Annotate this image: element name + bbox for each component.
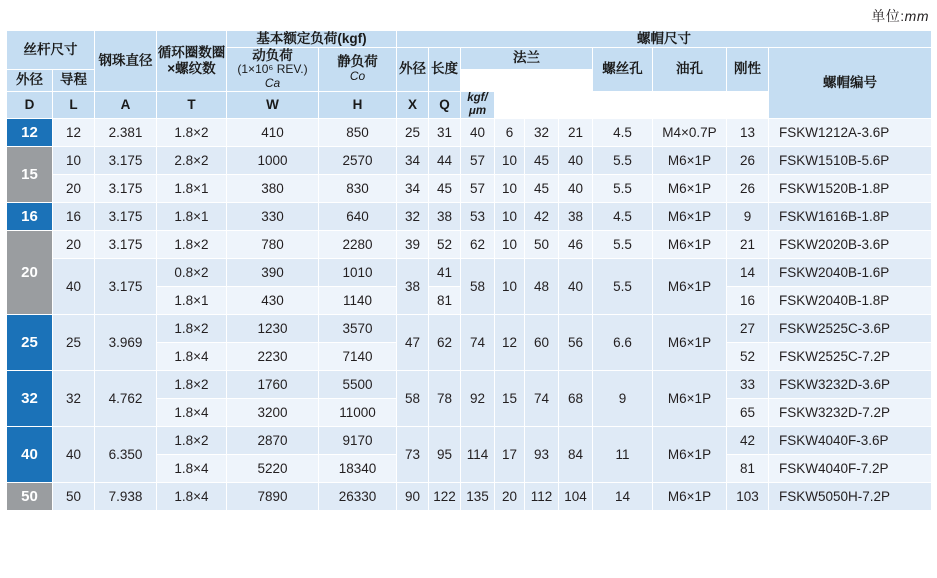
cell-rig: 21 [727,231,769,259]
cell-A: 53 [461,203,495,231]
cell-W: 48 [525,259,559,315]
cell-rig: 13 [727,119,769,147]
th-dyn-load-sym: Ca [264,75,281,90]
cell-nut-code: FSKW3232D-3.6P [769,371,932,399]
cell-co: 26330 [319,483,397,511]
cell-L: 78 [429,371,461,427]
cell-nut-code: FSKW3232D-7.2P [769,399,932,427]
th-outer-dia: 外径 [7,69,53,91]
th-stat-load-label: 静负荷 [337,54,378,70]
cell-L: 38 [429,203,461,231]
table-row [7,259,932,287]
cell-co: 1140 [319,287,397,315]
cell-A: 114 [461,427,495,483]
cell-outer-diameter: 12 [7,119,53,147]
cell-lead: 50 [53,483,95,511]
cell-H: 40 [559,175,593,203]
cell-circ: 1.8×1 [157,287,227,315]
th-stat-load [319,47,397,91]
cell-W: 32 [525,119,559,147]
cell-T: 17 [495,427,525,483]
cell-ball: 3.175 [95,203,157,231]
cell-H: 38 [559,203,593,231]
th-flange: 法兰 [461,47,593,69]
cell-L: 44 [429,147,461,175]
th-sym-W2: W [227,91,319,118]
cell-L: 31 [429,119,461,147]
table-row [7,203,932,231]
th-circuits: 循环圈数圈×螺纹数 [157,31,227,92]
unit-note-label: 单位: [871,8,905,24]
th-sym-Q: Q [429,91,461,118]
ballscrew-spec-table [6,30,932,511]
cell-co: 18340 [319,455,397,483]
cell-X: 4.5 [593,119,653,147]
cell-ball: 3.175 [95,147,157,175]
cell-ca: 5220 [227,455,319,483]
cell-co: 2570 [319,147,397,175]
cell-H: 40 [559,259,593,315]
th-sym-T2: T [157,91,227,118]
cell-ca: 1000 [227,147,319,175]
cell-nut-code: FSKW2525C-3.6P [769,315,932,343]
cell-outer-diameter: 32 [7,371,53,427]
cell-H: 40 [559,147,593,175]
table-row [7,371,932,399]
cell-nut-code: FSKW2020B-3.6P [769,231,932,259]
cell-circ: 1.8×4 [157,455,227,483]
th-oil-hole: 油孔 [653,47,727,91]
cell-nut-code: FSKW2525C-7.2P [769,343,932,371]
cell-ball: 3.175 [95,259,157,315]
cell-rig: 103 [727,483,769,511]
cell-nut-code: FSKW4040F-7.2P [769,455,932,483]
cell-ca: 2870 [227,427,319,455]
table-body [7,119,932,511]
cell-outer-diameter: 25 [7,315,53,371]
cell-outer-diameter: 20 [7,231,53,315]
cell-co: 11000 [319,399,397,427]
table-row [7,231,932,259]
cell-X: 5.5 [593,147,653,175]
cell-lead: 25 [53,315,95,371]
cell-lead: 10 [53,147,95,175]
cell-L: 52 [429,231,461,259]
cell-T: 12 [495,315,525,371]
cell-Q: M6×1P [653,483,727,511]
cell-co: 3570 [319,315,397,343]
cell-L: 95 [429,427,461,483]
cell-circ: 1.8×2 [157,119,227,147]
cell-circ: 1.8×1 [157,203,227,231]
cell-rig: 26 [727,175,769,203]
cell-co: 640 [319,203,397,231]
cell-ca: 1230 [227,315,319,343]
cell-nut-code: FSKW1520B-1.8P [769,175,932,203]
cell-ca: 380 [227,175,319,203]
cell-ball: 2.381 [95,119,157,147]
cell-outer-diameter: 15 [7,147,53,203]
unit-note [0,0,937,30]
cell-nut-code: FSKW1212A-3.6P [769,119,932,147]
cell-W: 93 [525,427,559,483]
header-row-1 [7,31,932,48]
table-row [7,315,932,343]
cell-outer-diameter: 16 [7,203,53,231]
cell-rig: 14 [727,259,769,287]
cell-lead: 20 [53,231,95,259]
cell-H: 68 [559,371,593,427]
cell-D: 38 [397,259,429,315]
cell-X: 5.5 [593,175,653,203]
cell-X: 5.5 [593,259,653,315]
table-row [7,119,932,147]
cell-D: 39 [397,231,429,259]
cell-W: 112 [525,483,559,511]
cell-Q: M6×1P [653,315,727,371]
cell-W: 50 [525,231,559,259]
cell-W: 42 [525,203,559,231]
cell-circ: 1.8×2 [157,315,227,343]
cell-rig: 27 [727,315,769,343]
table-row [7,147,932,175]
cell-circ: 1.8×1 [157,175,227,203]
cell-D: 25 [397,119,429,147]
cell-outer-diameter: 40 [7,427,53,483]
cell-W: 45 [525,175,559,203]
cell-T: 10 [495,175,525,203]
cell-nut-code: FSKW2040B-1.6P [769,259,932,287]
cell-T: 10 [495,147,525,175]
cell-lead: 32 [53,371,95,427]
cell-L: 41 [429,259,461,287]
cell-D: 47 [397,315,429,371]
cell-nut-code: FSKW1616B-1.8P [769,203,932,231]
cell-T: 10 [495,259,525,315]
cell-A: 62 [461,231,495,259]
th-screw-group: 丝杆尺寸 [7,31,95,70]
cell-lead: 40 [53,427,95,483]
cell-ca: 7890 [227,483,319,511]
cell-D: 34 [397,175,429,203]
cell-lead: 40 [53,259,95,315]
cell-A: 74 [461,315,495,371]
cell-X: 9 [593,371,653,427]
cell-ca: 430 [227,287,319,315]
th-nut-code: 螺帽编号 [769,47,932,119]
cell-lead: 12 [53,119,95,147]
cell-rig: 16 [727,287,769,315]
cell-A: 135 [461,483,495,511]
cell-circ: 1.8×4 [157,483,227,511]
th-ball-dia: 钢珠直径 [95,31,157,92]
cell-X: 5.5 [593,231,653,259]
cell-co: 2280 [319,231,397,259]
cell-ca: 390 [227,259,319,287]
th-sym-H2: H [319,91,397,118]
cell-rig: 42 [727,427,769,455]
cell-D: 90 [397,483,429,511]
cell-L: 45 [429,175,461,203]
cell-T: 6 [495,119,525,147]
cell-W: 74 [525,371,559,427]
cell-ca: 330 [227,203,319,231]
cell-H: 21 [559,119,593,147]
cell-H: 46 [559,231,593,259]
cell-circ: 1.8×4 [157,343,227,371]
cell-W: 60 [525,315,559,371]
cell-T: 10 [495,231,525,259]
cell-T: 10 [495,203,525,231]
cell-nut-code: FSKW4040F-3.6P [769,427,932,455]
cell-co: 9170 [319,427,397,455]
cell-H: 84 [559,427,593,483]
cell-Q: M6×1P [653,147,727,175]
cell-A: 57 [461,147,495,175]
th-load-group: 基本额定负荷(kgf) [227,31,397,48]
table-row [7,427,932,455]
cell-H: 104 [559,483,593,511]
cell-X: 11 [593,427,653,483]
cell-rig: 81 [727,455,769,483]
cell-lead: 16 [53,203,95,231]
cell-outer-diameter: 50 [7,483,53,511]
cell-co: 5500 [319,371,397,399]
cell-ball: 3.969 [95,315,157,371]
cell-co: 7140 [319,343,397,371]
th-sym-L: L [53,91,95,118]
cell-Q: M6×1P [653,259,727,315]
th-dyn-load [227,47,319,91]
cell-rig: 52 [727,343,769,371]
cell-D: 34 [397,147,429,175]
th-screw-hole: 螺丝孔 [593,47,653,91]
cell-co: 1010 [319,259,397,287]
cell-ca: 1760 [227,371,319,399]
cell-A: 92 [461,371,495,427]
cell-L: 62 [429,315,461,371]
th-sym-D: D [7,91,53,118]
cell-ball: 3.175 [95,231,157,259]
table-row [7,483,932,511]
cell-circ: 2.8×2 [157,147,227,175]
cell-Q: M6×1P [653,231,727,259]
cell-Q: M6×1P [653,203,727,231]
th-sym-X: X [397,91,429,118]
cell-circ: 1.8×4 [157,399,227,427]
th-rigidity-unit [461,91,495,118]
cell-circ: 1.8×2 [157,231,227,259]
cell-nut-code: FSKW1510B-5.6P [769,147,932,175]
th-dyn-load-sub: (1×10⁶ REV.) [237,62,308,77]
th-rigidity: 刚性 [727,47,769,91]
cell-ca: 780 [227,231,319,259]
cell-rig: 65 [727,399,769,427]
th-nut-group: 螺帽尺寸 [397,31,932,48]
th-nut-length: 长度 [429,47,461,91]
cell-circ: 1.8×2 [157,427,227,455]
unit-note-value: mm [904,8,929,24]
cell-ball: 6.350 [95,427,157,483]
cell-A: 57 [461,175,495,203]
cell-circ: 0.8×2 [157,259,227,287]
cell-ca: 3200 [227,399,319,427]
cell-H: 56 [559,315,593,371]
cell-rig: 33 [727,371,769,399]
cell-Q: M6×1P [653,371,727,427]
cell-circ: 1.8×2 [157,371,227,399]
cell-Q: M6×1P [653,175,727,203]
cell-X: 14 [593,483,653,511]
cell-X: 4.5 [593,203,653,231]
cell-rig: 9 [727,203,769,231]
cell-ball: 7.938 [95,483,157,511]
cell-A: 40 [461,119,495,147]
cell-Q: M6×1P [653,427,727,483]
cell-co: 850 [319,119,397,147]
cell-D: 58 [397,371,429,427]
cell-nut-code: FSKW2040B-1.8P [769,287,932,315]
th-stat-load-sym: Co [349,68,366,83]
cell-ca: 2230 [227,343,319,371]
th-dyn-load-label: 动负荷 [252,47,293,63]
cell-D: 32 [397,203,429,231]
cell-L: 81 [429,287,461,315]
cell-T: 15 [495,371,525,427]
cell-D: 73 [397,427,429,483]
th-rigidity-unit-text: kgf/μm [467,91,488,117]
cell-L: 122 [429,483,461,511]
cell-X: 6.6 [593,315,653,371]
cell-W: 45 [525,147,559,175]
cell-co: 830 [319,175,397,203]
th-nut-outer: 外径 [397,47,429,91]
th-sym-A2: A [95,91,157,118]
cell-A: 58 [461,259,495,315]
cell-Q: M4×0.7P [653,119,727,147]
th-lead: 导程 [53,69,95,91]
cell-T: 20 [495,483,525,511]
cell-nut-code: FSKW5050H-7.2P [769,483,932,511]
cell-rig: 26 [727,147,769,175]
cell-ca: 410 [227,119,319,147]
cell-ball: 3.175 [95,175,157,203]
table-row [7,175,932,203]
cell-ball: 4.762 [95,371,157,427]
cell-lead: 20 [53,175,95,203]
